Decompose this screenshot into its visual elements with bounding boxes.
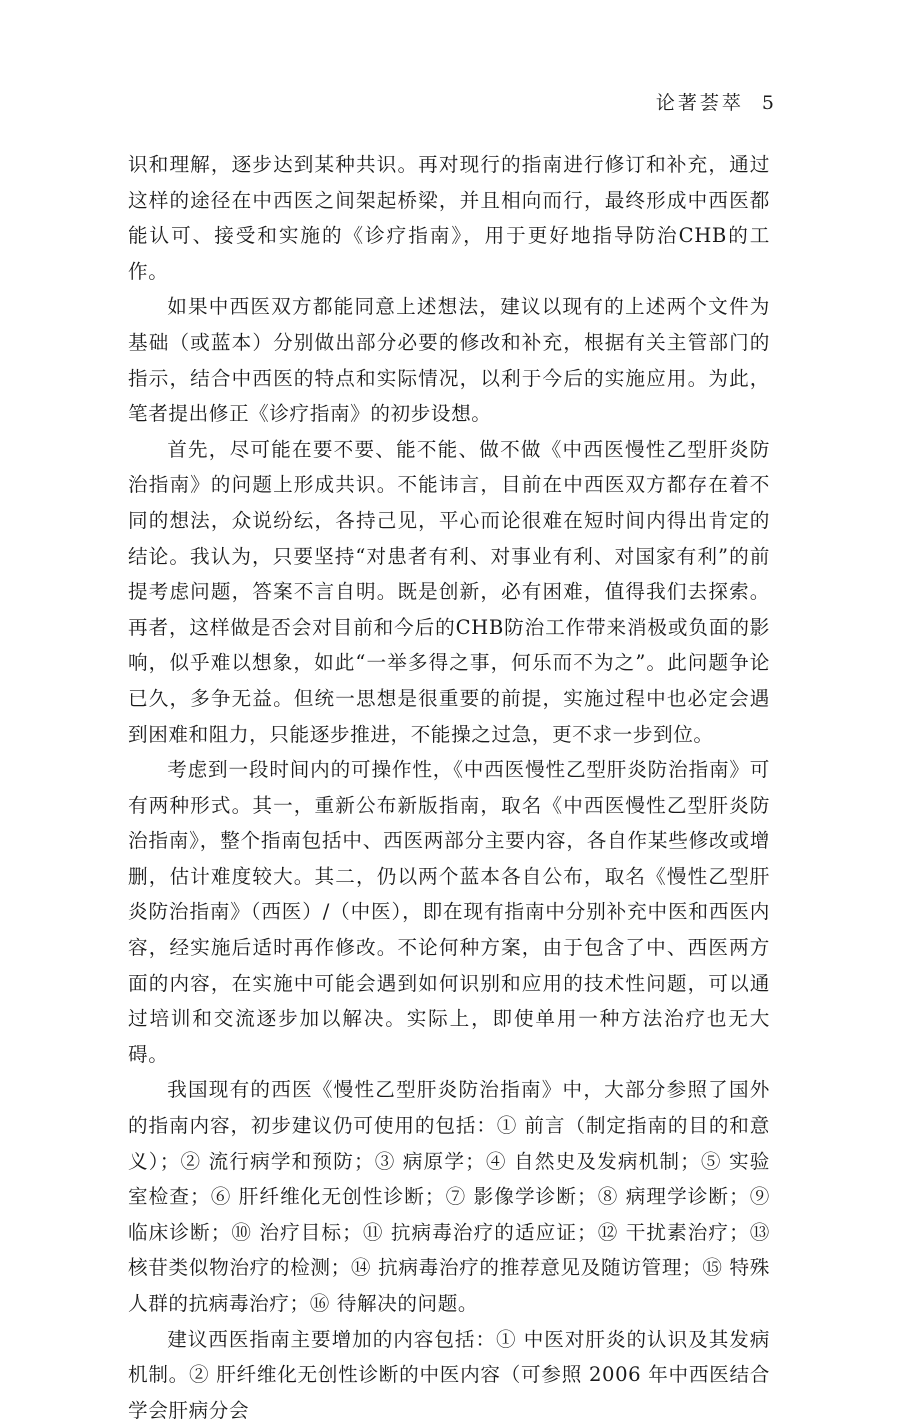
paragraph: 建议西医指南主要增加的内容包括：① 中医对肝炎的认识及其发病机制。② 肝纤维化无创性诊断的中医内容（可参照 2006 年中西医结合学会肝病分会 (128, 1327, 770, 1422)
paragraph: 我国现有的西医《慢性乙型肝炎防治指南》中，大部分参照了国外的指南内容，初步建议仍可使用的包括：① 前言（制定指南的目的和意义）；② 流行病学和预防；③ 病原学；④ 自然史及发病机制；⑤ 实验室检查；⑥ 肝纤维化无创性诊断；⑦ 影像学诊断；⑧ 病理学诊断；⑨ 临床诊断；⑩ 治疗目标；⑪ 抗病毒治疗的适应证；⑫ 干扰素治疗；⑬ 核苷类似物治疗的检测；⑭ 抗病毒治疗的推荐意见及随访管理；⑮ 特殊人群的抗病毒治疗；⑯ 待解决的问题。 (128, 1078, 770, 1315)
page-number: 5 (761, 92, 774, 114)
paragraph: 首先，尽可能在要不要、能不能、做不做《中西医慢性乙型肝炎防治指南》的问题上形成共识。不能讳言，目前在中西医双方都存在着不同的想法，众说纷纭，各持己见，平心而论很难在短时间内得出肯定的结论。我认为，只要坚持“对患者有利、对事业有利、对国家有利”的前提考虑问题，答案不言自明。既是创新，必有困难，值得我们去探索。再者，这样做是否会对目前和今后的CHB防治工作带来消极或负面的影响，似乎难以想象，如此“一举多得之事，何乐而不为之”。此问题争论已久，多争无益。但统一思想是很重要的前提，实施过程中也必定会遇到困难和阻力，只能逐步推进，不能操之过急，更不求一步到位。 (128, 437, 770, 746)
body-text (128, 147, 770, 1428)
paragraph: 考虑到一段时间内的可操作性，《中西医慢性乙型肝炎防治指南》可有两种形式。其一，重新公布新版指南，取名《中西医慢性乙型肝炎防治指南》，整个指南包括中、西医两部分主要内容，各自作某些修改或增删，估计难度较大。其二，仍以两个蓝本各自公布，取名《慢性乙型肝炎防治指南》（西医）/（中医），即在现有指南中分别补充中医和西医内容，经实施后适时再作修改。不论何种方案，由于包含了中、西医两方面的内容，在实施中可能会遇到如何识别和应用的技术性问题，可以通过培训和交流逐步加以解决。实际上，即使单用一种方法治疗也无大碍。 (128, 758, 770, 1066)
paragraph-continued: 识和理解，逐步达到某种共识。再对现行的指南进行修订和补充，通过这样的途径在中西医之间架起桥梁，并且相向而行，最终形成中西医都能认可、接受和实施的《诊疗指南》，用于更好地指导防治CHB的工作。 (128, 153, 770, 283)
paragraph: 如果中西医双方都能同意上述想法，建议以现有的上述两个文件为基础（或蓝本）分别做出部分必要的修改和补充，根据有关主管部门的指示，结合中西医的特点和实际情况，以利于今后的实施应用。为此，笔者提出修正《诊疗指南》的初步设想。 (128, 295, 770, 426)
section-title: 论著荟萃 (655, 92, 744, 114)
running-header (656, 88, 774, 115)
